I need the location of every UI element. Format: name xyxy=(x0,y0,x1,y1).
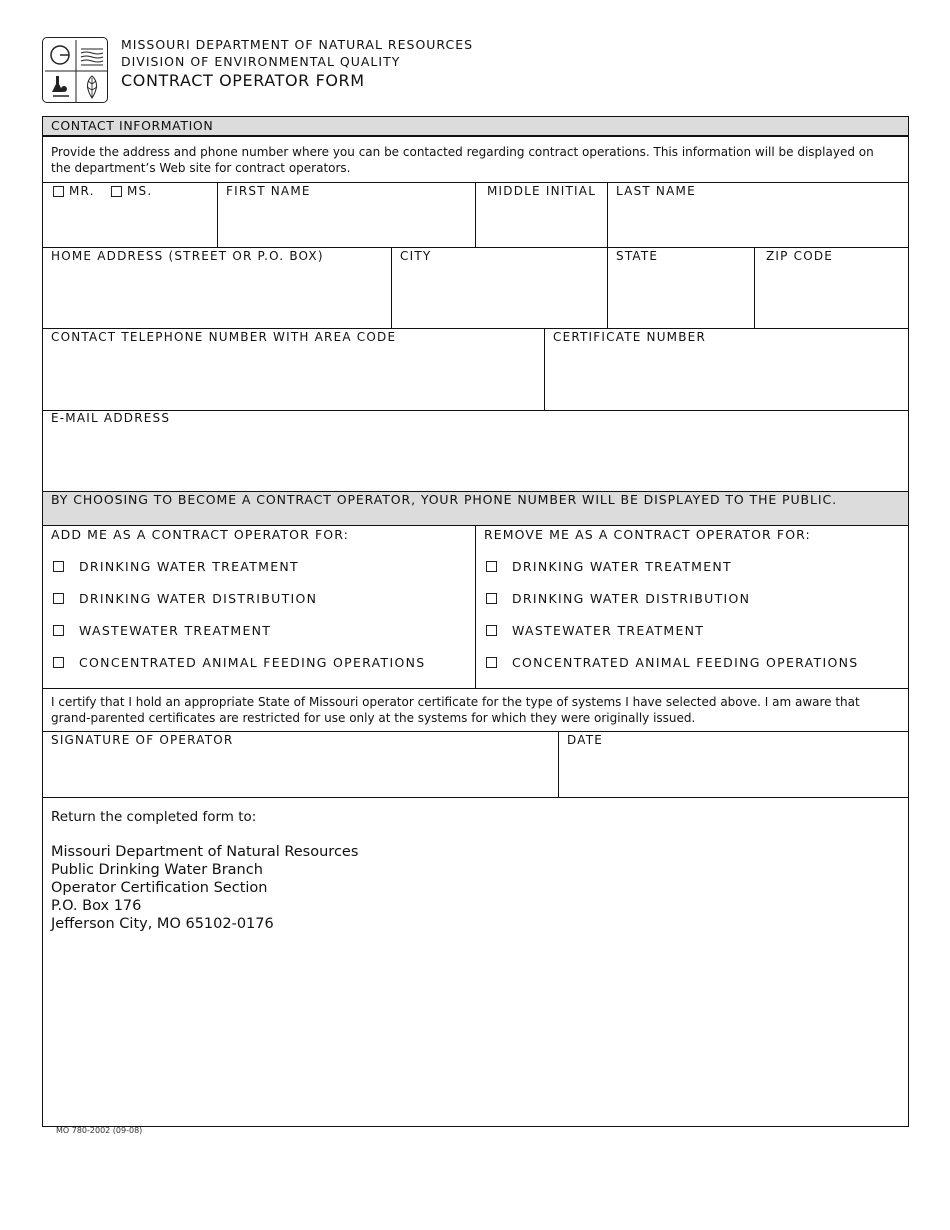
certification-line2: grand-parented certificates are restricted for use only at the systems for which they were originally issued. xyxy=(51,711,696,725)
ms-label: MS. xyxy=(127,184,153,198)
contract-operator-form xyxy=(42,116,909,1127)
add-option-label: DRINKING WATER DISTRIBUTION xyxy=(79,591,318,606)
state-field[interactable] xyxy=(608,248,754,328)
date-field[interactable] xyxy=(559,732,908,797)
city-field[interactable] xyxy=(392,248,607,328)
mr-checkbox[interactable] xyxy=(53,186,64,197)
public-notice-band xyxy=(43,492,908,525)
signature-label: SIGNATURE OF OPERATOR xyxy=(51,733,234,747)
remove-section-title: REMOVE ME AS A CONTRACT OPERATOR FOR: xyxy=(484,527,811,542)
form-title: CONTRACT OPERATOR FORM xyxy=(121,71,365,90)
middle-initial-field[interactable] xyxy=(476,183,607,247)
remove-drinking-water-distribution-checkbox[interactable] xyxy=(486,593,497,604)
add-option-label: CONCENTRATED ANIMAL FEEDING OPERATIONS xyxy=(79,655,426,670)
public-notice-text: BY CHOOSING TO BECOME A CONTRACT OPERATOR, YOUR PHONE NUMBER WILL BE DISPLAYED TO THE PUBLIC. xyxy=(51,492,837,507)
add-drinking-water-treatment-checkbox[interactable] xyxy=(53,561,64,572)
remove-wastewater-treatment-checkbox[interactable] xyxy=(486,625,497,636)
remove-cafo-checkbox[interactable] xyxy=(486,657,497,668)
home-address-field[interactable] xyxy=(43,248,391,328)
certification-statement xyxy=(51,694,901,726)
add-option-label: WASTEWATER TREATMENT xyxy=(79,623,272,638)
zip-code-label: ZIP CODE xyxy=(766,249,834,263)
mr-label: MR. xyxy=(69,184,95,198)
form-code: MO 780-2002 (09-08) xyxy=(56,1126,143,1135)
email-label: E-MAIL ADDRESS xyxy=(51,411,171,425)
remove-option-label: DRINKING WATER TREATMENT xyxy=(512,559,732,574)
contact-section-title: CONTACT INFORMATION xyxy=(51,118,214,133)
city-label: CITY xyxy=(400,249,432,263)
first-name-field[interactable] xyxy=(218,183,475,247)
signature-field[interactable] xyxy=(43,732,558,797)
add-section-title: ADD ME AS A CONTRACT OPERATOR FOR: xyxy=(51,527,349,542)
last-name-field[interactable] xyxy=(608,183,908,247)
middle-initial-label: MIDDLE INITIAL xyxy=(487,184,597,198)
logo-emblem-icon xyxy=(43,38,109,104)
remove-drinking-water-treatment-checkbox[interactable] xyxy=(486,561,497,572)
contact-section-header xyxy=(43,117,908,135)
contact-intro xyxy=(51,144,901,176)
zip-code-field[interactable] xyxy=(755,248,908,328)
last-name-label: LAST NAME xyxy=(616,184,696,198)
return-address-line: Public Drinking Water Branch xyxy=(51,862,263,878)
return-address-line: Operator Certification Section xyxy=(51,880,268,896)
division-name: DIVISION OF ENVIRONMENTAL QUALITY xyxy=(121,54,401,69)
certificate-number-label: CERTIFICATE NUMBER xyxy=(553,330,706,344)
home-address-label: HOME ADDRESS (STREET OR P.O. BOX) xyxy=(51,249,324,263)
add-cafo-checkbox[interactable] xyxy=(53,657,64,668)
phone-label: CONTACT TELEPHONE NUMBER WITH AREA CODE xyxy=(51,330,397,344)
return-address-line: Jefferson City, MO 65102-0176 xyxy=(51,916,274,932)
certificate-number-field[interactable] xyxy=(545,329,908,410)
date-label: DATE xyxy=(567,733,604,747)
remove-option-label: DRINKING WATER DISTRIBUTION xyxy=(512,591,751,606)
certification-line1: I certify that I hold an appropriate State of Missouri operator certificate for the type of systems I have selected above. I am aware that xyxy=(51,695,860,709)
department-name: MISSOURI DEPARTMENT OF NATURAL RESOURCES xyxy=(121,37,474,52)
phone-field[interactable] xyxy=(43,329,544,410)
return-address xyxy=(51,843,358,933)
remove-option-label: WASTEWATER TREATMENT xyxy=(512,623,705,638)
return-address-line: P.O. Box 176 xyxy=(51,898,142,914)
add-option-label: DRINKING WATER TREATMENT xyxy=(79,559,299,574)
add-wastewater-treatment-checkbox[interactable] xyxy=(53,625,64,636)
remove-option-label: CONCENTRATED ANIMAL FEEDING OPERATIONS xyxy=(512,655,859,670)
contact-intro-line2: the department’s Web site for contract operators. xyxy=(51,161,351,175)
email-field[interactable] xyxy=(43,411,908,491)
contact-intro-line1: Provide the address and phone number where you can be contacted regarding contract operations. This information will be displayed on xyxy=(51,145,874,159)
first-name-label: FIRST NAME xyxy=(226,184,311,198)
return-intro: Return the completed form to: xyxy=(51,809,257,825)
department-logo xyxy=(42,37,108,103)
state-label: STATE xyxy=(616,249,659,263)
return-address-line: Missouri Department of Natural Resources xyxy=(51,844,359,860)
ms-checkbox[interactable] xyxy=(111,186,122,197)
add-drinking-water-distribution-checkbox[interactable] xyxy=(53,593,64,604)
